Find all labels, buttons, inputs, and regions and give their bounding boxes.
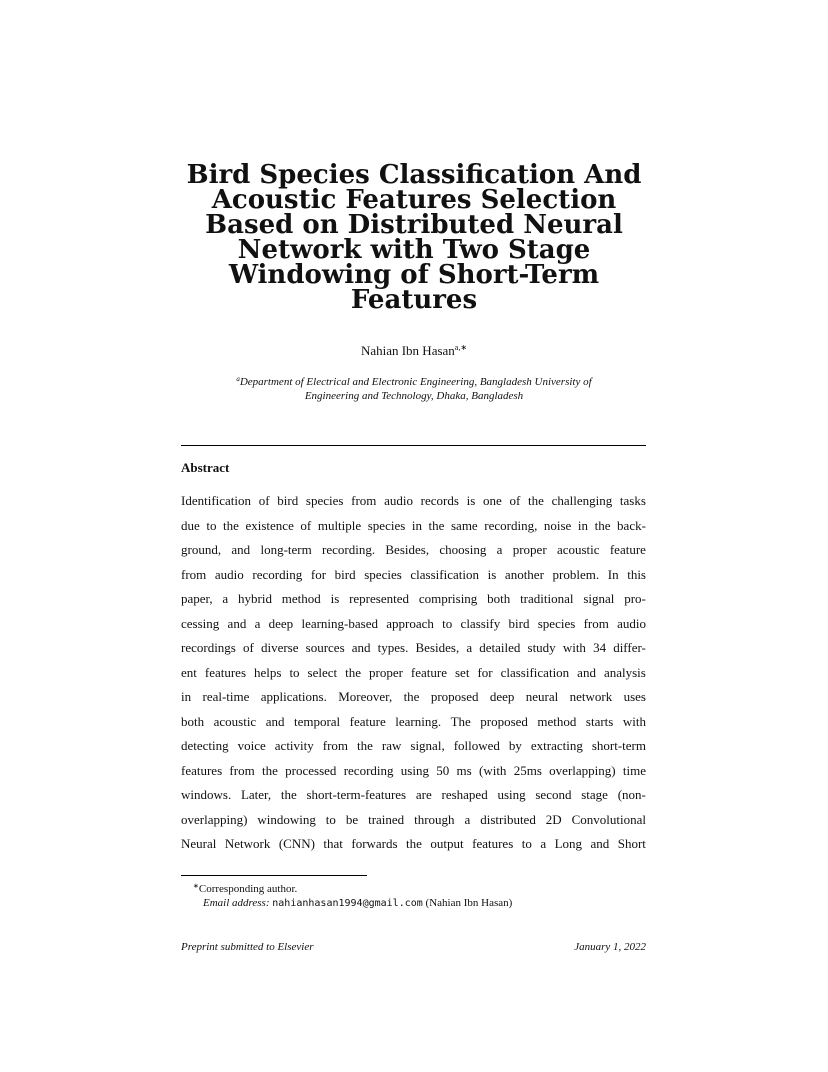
footnotes: [193, 879, 512, 911]
title-line: Features: [350, 285, 478, 315]
abstract-body: [181, 489, 646, 857]
abstract-line: windows. Later, the short-term-features are reshaped using second stage (non-: [181, 787, 646, 802]
abstract-line: detecting voice activity from the raw signal, followed by extracting short-term: [181, 738, 646, 753]
footnote-email: [193, 896, 512, 911]
paper-title: [0, 160, 828, 315]
title-line: Network with Two Stage: [237, 235, 591, 265]
abstract-line: Identification of bird species from audio records is one of the challenging tasks: [181, 493, 646, 508]
affiliation-mark: a: [236, 375, 240, 383]
abstract-line: ent features helps to select the proper feature set for classification and analysis: [181, 664, 646, 680]
abstract-line: overlapping) windowing to be trained through a distributed 2D Convolutional: [181, 811, 646, 827]
title-line: Windowing of Short-Term: [228, 260, 600, 290]
email-name: (Nahian Ibn Hasan): [425, 897, 513, 909]
abstract-top-rule: [181, 445, 646, 446]
footer-date: January 1, 2022: [574, 941, 646, 953]
page-footer: [181, 941, 646, 953]
abstract-line: in real-time applications. Moreover, the proposed deep neural network uses: [181, 689, 646, 704]
affiliation-line-1: $^a$Department of Electrical and Electronic Engineering, Bangladesh University of: [236, 375, 592, 388]
abstract-line: features from the processed recording using 50 ms (with 25ms overlapping) time: [181, 762, 646, 778]
abstract-line: ground, and long-term recording. Besides, choosing a proper acoustic feature: [181, 542, 646, 557]
abstract-line: due to the existence of multiple species in the same recording, noise in the back-: [181, 517, 646, 533]
footnote-corresponding: ∗Corresponding author.: [193, 882, 298, 895]
abstract-line: paper, a hybrid method is represented comprising both traditional signal pro-: [181, 591, 646, 606]
abstract-line: both acoustic and temporal feature learning. The proposed method starts with: [181, 713, 646, 729]
author-name: Nahian Ibn Hasan: [360, 343, 455, 358]
title-line: Acoustic Features Selection: [211, 185, 617, 215]
abstract-line: recordings of diverse sources and types. Besides, a detailed study with 34 differ-: [181, 640, 646, 655]
abstract-heading: Abstract: [181, 460, 230, 475]
footnote-rule: [181, 875, 367, 876]
email-label: Email address:: [203, 897, 270, 909]
footer-journal: Preprint submitted to Elsevier: [181, 941, 314, 953]
email-address[interactable]: nahianhasan1994@gmail.com: [272, 898, 423, 909]
title-line: Bird Species Classification And: [186, 160, 642, 190]
affiliation-line-2: Engineering and Technology, Dhaka, Bangladesh: [304, 390, 524, 402]
affiliation: [0, 372, 828, 403]
title-line: Based on Distributed Neural: [205, 210, 623, 240]
author-marks: a,∗: [454, 343, 468, 352]
abstract-line: cessing and a deep learning-based approach to classify bird species from audio: [181, 615, 646, 631]
author: [0, 343, 828, 359]
abstract-line: Neural Network (CNN) that forwards the output features to a Long and Short: [181, 836, 646, 851]
abstract-line: from audio recording for bird species classification is another problem. In this: [181, 566, 646, 582]
